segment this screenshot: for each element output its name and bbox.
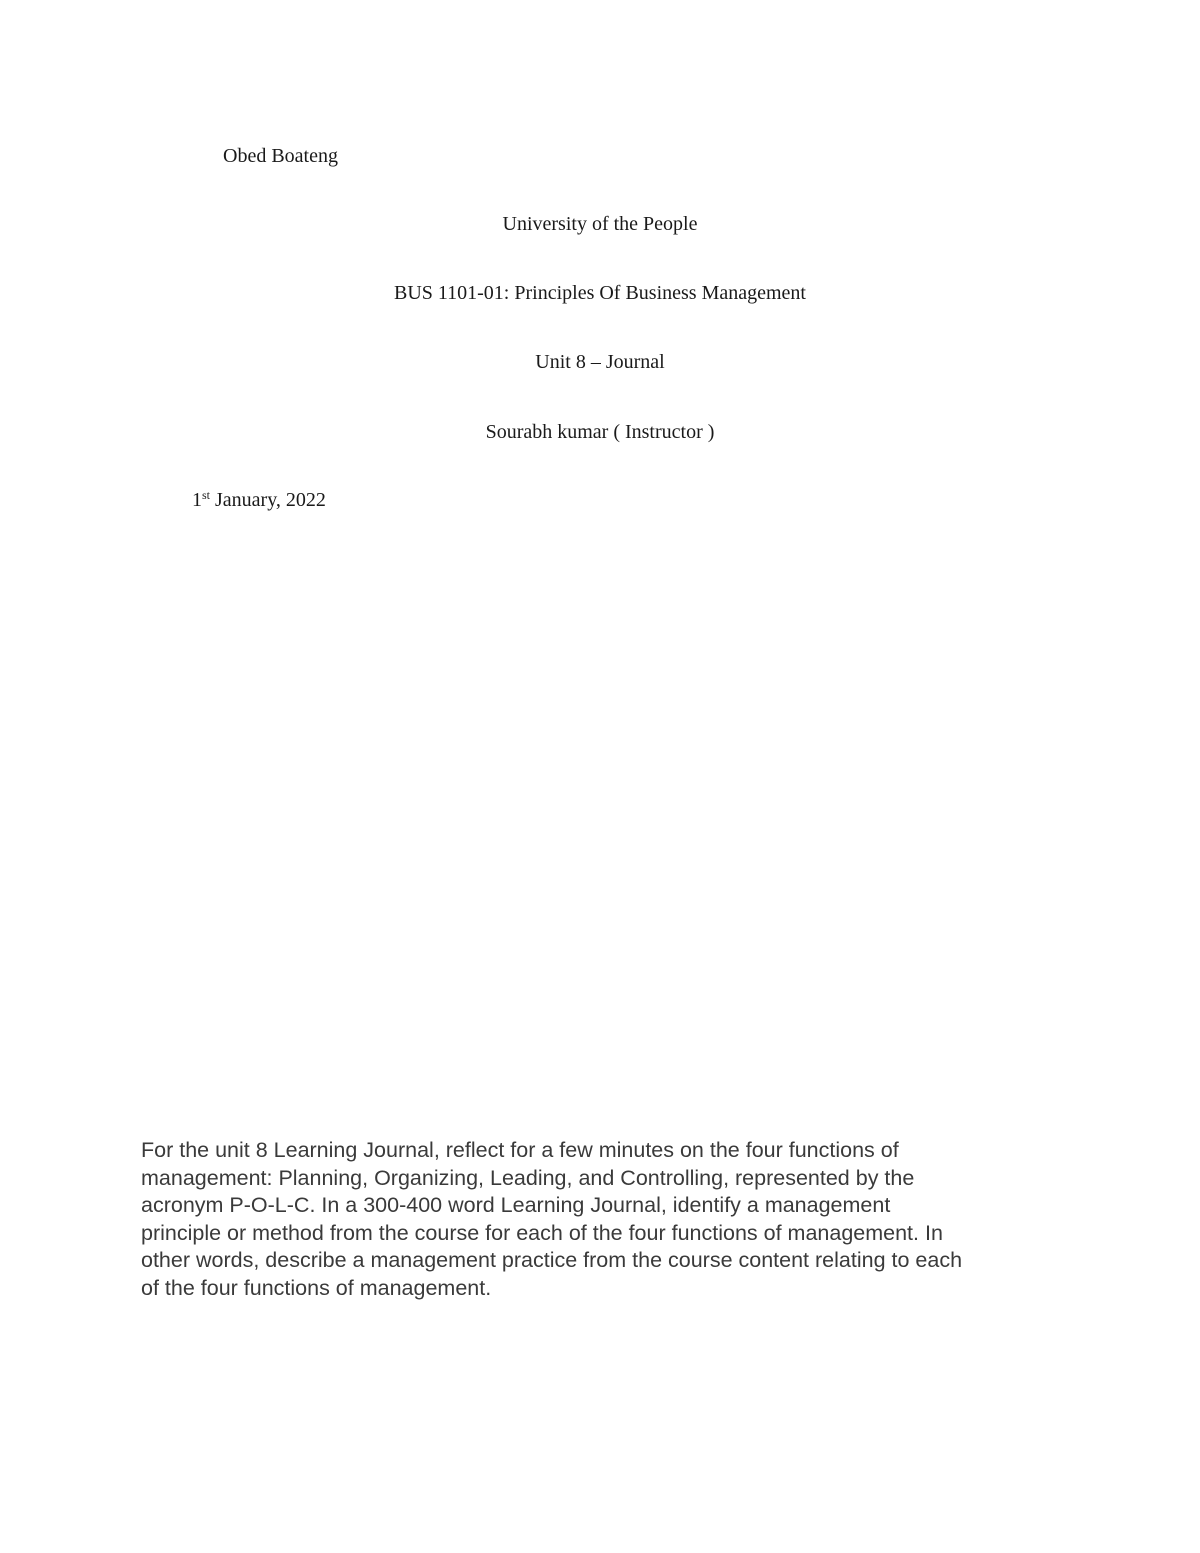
course-title: BUS 1101-01: Principles Of Business Management — [393, 282, 806, 304]
prompt-line: acronym P-O-L-C. In a 300-400 word Learning Journal, identify a management — [141, 1193, 891, 1217]
prompt-line: management: Planning, Organizing, Leading, and Controlling, represented by the — [141, 1165, 915, 1190]
university-name: University of the People — [502, 213, 698, 235]
date-day: 1 — [192, 489, 202, 511]
author-name: Obed Boateng — [223, 145, 338, 167]
date-suffix: st — [202, 488, 211, 502]
prompt-line: of the four functions of management. — [141, 1275, 492, 1300]
document-date — [192, 488, 326, 512]
instructor-name: Sourabh kumar ( Instructor ) — [485, 421, 715, 443]
date-rest: January, 2022 — [210, 489, 326, 511]
prompt-line: For the unit 8 Learning Journal, reflect for a few minutes on the four functions of — [141, 1138, 899, 1162]
unit-title: Unit 8 – Journal — [535, 351, 665, 373]
assignment-prompt — [141, 1137, 1051, 1302]
prompt-line: other words, describe a management practice from the course content relating to each — [141, 1248, 963, 1272]
prompt-line: principle or method from the course for each of the four functions of management. In — [141, 1220, 943, 1245]
